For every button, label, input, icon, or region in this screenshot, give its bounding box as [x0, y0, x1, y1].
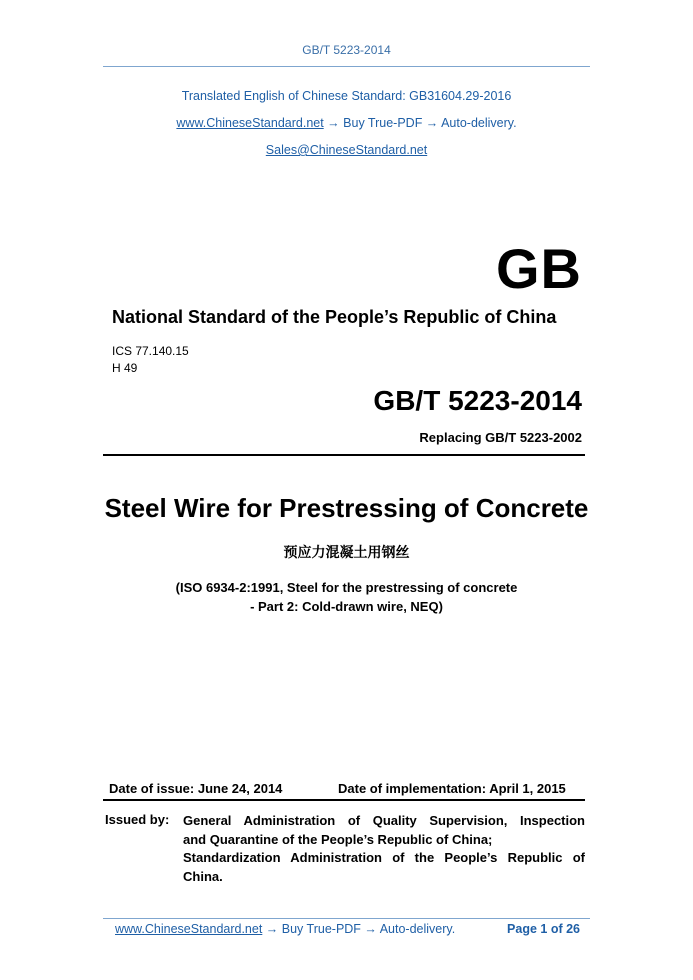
header-rule: [103, 66, 590, 67]
issued-by-text: [183, 812, 585, 886]
site-link[interactable]: www.ChineseStandard.net: [176, 116, 324, 130]
title-rule: [103, 454, 585, 456]
promo-delivery-text: → Buy True-PDF → Auto-delivery.: [323, 116, 517, 130]
chinese-title: 预应力混凝土用钢丝: [283, 545, 410, 561]
replacing-note: Replacing GB/T 5223-2002: [419, 430, 582, 445]
issued-by-line: General Administration of Quality Supervision, Inspection: [183, 813, 585, 828]
gb-logo: GB: [496, 237, 582, 300]
translation-notice: Translated English of Chinese Standard: GB31604.29-2016: [181, 89, 512, 103]
sales-email-link[interactable]: Sales@ChineseStandard.net: [265, 143, 428, 157]
ics-code: ICS 77.140.15: [112, 344, 189, 358]
page-number: Page 1 of 26: [507, 922, 580, 936]
footer-promo: [115, 922, 455, 936]
issued-by-line: China.: [183, 868, 223, 884]
footer-delivery-text: → Buy True-PDF → Auto-delivery.: [262, 922, 456, 936]
issued-by-line: Standardization Administration of the People’s Republic of: [183, 850, 585, 865]
date-of-issue: Date of issue: June 24, 2014: [109, 781, 283, 796]
iso-reference-line-1: (ISO 6934-2:1991, Steel for the prestressing of concrete: [175, 580, 518, 595]
running-header: GB/T 5223-2014: [302, 43, 391, 57]
document-title: Steel Wire for Prestressing of Concrete: [104, 493, 589, 523]
h-code: H 49: [112, 361, 138, 375]
national-standard-title: National Standard of the People’s Republic of China: [112, 307, 557, 327]
footer-site-link[interactable]: www.ChineseStandard.net: [115, 922, 263, 936]
email-line: [0, 143, 693, 157]
issued-by-line: and Quarantine of the People’s Republic of China;: [183, 831, 493, 847]
standard-number: GB/T 5223-2014: [373, 385, 582, 416]
footer-rule: [103, 918, 590, 919]
iso-reference-line-2: - Part 2: Cold-drawn wire, NEQ): [250, 599, 443, 614]
dates-rule: [103, 799, 585, 801]
promo-line: [0, 116, 693, 130]
date-of-implementation: Date of implementation: April 1, 2015: [338, 781, 566, 796]
issued-by-label: Issued by:: [105, 812, 170, 827]
